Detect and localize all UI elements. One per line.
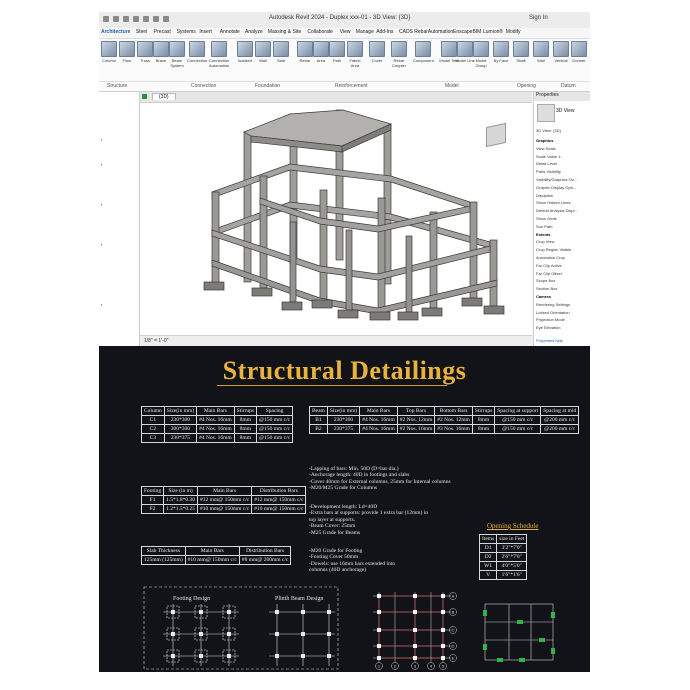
slab-table: [141, 546, 291, 565]
table-row: [142, 425, 293, 434]
table-header-cell: Bottom Bars: [435, 407, 473, 416]
table-header-cell: Distribution Bars: [252, 487, 306, 496]
table-header-cell: Main Bars: [360, 407, 398, 416]
property-row[interactable]: Show Grids: [536, 216, 557, 221]
property-category[interactable]: Graphics: [536, 138, 554, 143]
ribbon-group-label: Model: [445, 83, 459, 89]
property-row[interactable]: Annotation Crop: [536, 255, 565, 260]
redo-icon[interactable]: [143, 16, 149, 22]
ribbon-group-bar: [99, 81, 590, 91]
table-header-cell: Main Bars: [185, 547, 239, 556]
tool-label: Floor: [122, 58, 132, 63]
sheet-title: Structural Detailings: [222, 356, 467, 385]
ribbon-tool-button[interactable]: [235, 41, 255, 63]
notes-beams: [309, 504, 428, 536]
note-line: -M25 Grade for Beams: [309, 529, 361, 536]
tool-label: By Face: [493, 58, 509, 63]
ribbon-tab[interactable]: Modify: [505, 29, 521, 35]
table-cell: #4 Nos. 16mm: [360, 425, 398, 434]
browser-node[interactable]: ▪: [101, 202, 103, 207]
property-row[interactable]: View Scale: [536, 145, 556, 151]
table-header-cell: Stirrups: [472, 407, 494, 416]
ribbon-tool-button[interactable]: [367, 41, 387, 63]
property-row[interactable]: Far Clip Offset: [536, 270, 562, 276]
table-row: [480, 571, 527, 580]
ribbon-tab[interactable]: Systems: [176, 29, 196, 35]
table-cell: #2 Nos. 16mm: [397, 425, 435, 434]
grid-number-label: 3: [413, 663, 417, 669]
tool-icon: [513, 41, 529, 57]
table-cell: #3 Nos. 16mm: [435, 425, 473, 434]
table-cell: #8 mm@ 200mm c/c: [239, 556, 290, 565]
save-icon[interactable]: [123, 16, 129, 22]
grid-letter-label: E: [451, 655, 455, 661]
ribbon-tool-button[interactable]: [99, 41, 119, 63]
property-row[interactable]: Default Analysis Displ...: [536, 208, 578, 214]
title-underline: [217, 385, 447, 386]
table-cell: 3'2"*7'0": [497, 544, 527, 553]
table-header-cell: Stirrups: [234, 407, 256, 416]
note-line: -Dowels: use 16mm bars extended into: [309, 560, 395, 567]
ribbon-tool-button[interactable]: [295, 41, 315, 63]
table-cell: 125mm (125mm): [142, 556, 186, 565]
ribbon-tab[interactable]: Annotate: [219, 29, 240, 35]
ribbon-tab[interactable]: View: [339, 29, 351, 35]
table-cell: 230*300: [164, 416, 196, 425]
tool-label: Truss: [140, 58, 150, 63]
tool-icon: [153, 41, 169, 57]
table-row: [310, 416, 579, 425]
ribbon-tab[interactable]: EnscapeBIM: [453, 29, 482, 35]
revit-window: [99, 12, 590, 346]
grid-letter-label: B: [451, 609, 455, 615]
table-cell: #4 Nos. 16mm: [360, 416, 398, 425]
browser-node[interactable]: ▪: [101, 162, 103, 167]
table-cell: #2 Nos. 12mm: [435, 416, 473, 425]
tool-icon: [137, 41, 153, 57]
ribbon-tool-button[interactable]: [135, 41, 155, 63]
ribbon-tool-button[interactable]: [209, 41, 229, 68]
property-row[interactable]: Far Clip Active: [536, 262, 562, 268]
property-row[interactable]: Section Box: [536, 286, 558, 292]
tool-label: Beam System: [170, 58, 184, 68]
table-header-cell: Distribution Bars: [239, 547, 290, 556]
ribbon-group-label: Opening: [517, 83, 536, 89]
3d-view-type-icon: [537, 104, 555, 122]
table-cell: W1: [480, 562, 497, 571]
tool-icon: [415, 41, 431, 57]
table-cell: 230*300: [327, 416, 359, 425]
property-category[interactable]: Extents: [536, 231, 551, 237]
table-cell: 1.5*1.8*0.30: [164, 496, 198, 505]
table-row: [142, 434, 293, 443]
table-cell: @200 mm c/c: [541, 425, 579, 434]
property-row[interactable]: Crop Region Visible: [536, 247, 572, 253]
title-bar: [99, 12, 590, 29]
tool-icon: [457, 41, 473, 57]
ribbon-tab[interactable]: Steel: [135, 29, 148, 35]
ribbon-tab[interactable]: Insert: [199, 29, 212, 35]
table-cell: C1: [142, 416, 165, 425]
table-cell: 8mm: [234, 434, 256, 443]
table-cell: @150 mm c/c: [257, 416, 293, 425]
ribbon-tool-button[interactable]: [551, 41, 571, 63]
ribbon-tool-button[interactable]: [413, 41, 433, 63]
table-cell: 8mm: [234, 416, 256, 425]
table-row: [142, 505, 306, 514]
tool-icon: [211, 41, 227, 57]
structural-frame-model: [140, 102, 532, 334]
home-icon[interactable]: [103, 16, 109, 22]
plinth-beam-label: Plinth Beam Design: [275, 596, 324, 602]
tool-icon: [101, 41, 117, 57]
table-header-cell: Size (in m): [164, 487, 198, 496]
tool-label: Connection Automation: [209, 58, 230, 68]
ribbon-group-label: Connection: [191, 83, 217, 89]
grid-letter-label: C: [451, 627, 455, 633]
table-header-cell: size in Feet: [497, 535, 527, 544]
table-header-cell: Main Bars: [198, 487, 252, 496]
table-header-cell: Column: [142, 407, 165, 416]
tool-label: Dormer: [572, 58, 586, 63]
table-cell: D2: [480, 553, 497, 562]
tool-icon: [119, 41, 135, 57]
note-line: -Anchorage length: 40D in footings and slabs: [309, 472, 410, 479]
tool-icon: [493, 41, 509, 57]
ribbon-tab[interactable]: Add-Ins: [376, 29, 394, 35]
undo-icon[interactable]: [133, 16, 139, 22]
property-row[interactable]: Show Hidden Lines: [536, 200, 571, 206]
table-row: [480, 562, 527, 571]
table-cell: #4 Nos. 16mm: [197, 425, 235, 434]
sign-in-link[interactable]: Sign In: [529, 15, 548, 21]
tool-icon: [329, 41, 345, 57]
note-line: -Lapping of bars: Min. 50D (D=bar dia.): [309, 466, 399, 472]
tool-label: Area: [316, 58, 326, 63]
ribbon-tool-button[interactable]: [531, 41, 551, 63]
table-cell: 8mm: [472, 425, 494, 434]
property-row[interactable]: Visibility/Graphics Ov...: [536, 177, 577, 182]
framing-grid-drawing: [369, 586, 459, 670]
table-row: [480, 553, 527, 562]
ribbon-tool-button[interactable]: [187, 41, 207, 63]
table-cell: D1: [480, 544, 497, 553]
table-header-cell: Spacing at support: [495, 407, 541, 416]
grid-letter-label: A: [451, 593, 455, 599]
ribbon-tab[interactable]: Architecture: [101, 29, 131, 35]
grid-number-label: 1: [377, 663, 381, 669]
table-cell: #10 mm@ 150mm c/c: [252, 505, 306, 514]
tool-icon: [441, 41, 457, 57]
note-line: -Beam Cover: 25mm: [309, 523, 356, 530]
tool-label: Wall: [537, 58, 545, 63]
property-row[interactable]: Rendering Settings: [536, 301, 571, 307]
browser-node[interactable]: ▪: [101, 242, 103, 247]
ribbon-tab[interactable]: Lumion®: [483, 29, 504, 35]
cad-sheet: [99, 346, 590, 672]
property-row[interactable]: Detail Level: [536, 161, 557, 167]
3d-viewport[interactable]: [140, 92, 532, 346]
table-header-cell: Spacing: [257, 407, 293, 416]
grid-number-label: 5: [441, 663, 445, 669]
table-header-cell: Top Bars: [397, 407, 435, 416]
opening-schedule-table: [479, 534, 527, 580]
property-row[interactable]: Crop View: [536, 239, 555, 245]
opening-plan-drawing: [481, 600, 557, 664]
notes-footing: [309, 548, 395, 574]
tool-label: Connection: [187, 58, 208, 63]
ribbon-group-label: Reinforcement: [335, 83, 368, 89]
tool-label: Column: [102, 58, 116, 63]
table-cell: 1.2*1.5*0.25: [164, 505, 198, 514]
tool-label: Model Line: [455, 58, 475, 63]
tool-label: Fabric Area: [349, 58, 361, 68]
ribbon-tab[interactable]: Precast: [153, 29, 171, 35]
opening-schedule-title: Opening Schedule: [487, 522, 539, 530]
table-cell: @200 mm c/c: [541, 416, 579, 425]
table-row: [480, 544, 527, 553]
table-header-cell: Size(in mm): [327, 407, 359, 416]
ribbon-tab[interactable]: Massing & Site: [267, 29, 302, 35]
property-row[interactable]: Scope Box: [536, 278, 556, 284]
table-cell: F2: [142, 505, 164, 514]
table-cell: #10 mm@ 150mm c/c: [185, 556, 239, 565]
ribbon-group-label: Foundation: [255, 83, 281, 89]
table-cell: 4'0"*5'0": [497, 562, 527, 571]
tool-label: Model Text: [439, 58, 459, 63]
tool-label: Brace: [155, 58, 167, 63]
table-header-row: [142, 407, 293, 416]
ribbon-tool-button[interactable]: [491, 41, 511, 63]
tool-icon: [273, 41, 289, 57]
table-row: [142, 496, 306, 505]
view-icon: [142, 94, 147, 99]
table-cell: #12 mm@ 150mm c/c: [198, 496, 252, 505]
table-cell: 230*375: [327, 425, 359, 434]
beams-table: [309, 406, 579, 434]
ribbon-panel: [99, 39, 590, 92]
table-cell: #10 mm@ 150mm c/c: [198, 505, 252, 514]
note-line: -Development length: Ld=40D: [309, 504, 378, 510]
tool-label: Rebar Coupler: [391, 58, 406, 68]
table-cell: 8mm: [234, 425, 256, 434]
table-cell: @150 mm c/c: [495, 416, 541, 425]
table-header-cell: Slab Thickness: [142, 547, 186, 556]
tool-icon: [369, 41, 385, 57]
tool-label: Path: [332, 58, 342, 63]
table-header-cell: Footing: [142, 487, 164, 496]
columns-table: [141, 406, 293, 443]
tool-icon: [237, 41, 253, 57]
ribbon-tool-button[interactable]: [569, 41, 589, 63]
property-row[interactable]: Graphic Display Opti...: [536, 184, 577, 190]
ribbon-tab[interactable]: Collaborate: [307, 29, 333, 35]
ribbon-tab[interactable]: CADS RebarAutomation: [399, 29, 454, 35]
tool-icon: [571, 41, 587, 57]
table-cell: C3: [142, 434, 165, 443]
table-cell: V: [480, 571, 497, 580]
table-header-cell: Spacing at mid: [541, 407, 579, 416]
table-cell: #4 Nos. 16mm: [197, 416, 235, 425]
note-line: -M20/M25 Grade for Columns: [309, 485, 377, 492]
table-cell: 2'6"*7'0": [497, 553, 527, 562]
table-cell: 8mm: [472, 416, 494, 425]
properties-help-link[interactable]: Properties help: [536, 338, 563, 343]
property-row[interactable]: Projection Mode: [536, 317, 565, 323]
table-cell: 300*300: [164, 425, 196, 434]
tool-label: Slab: [276, 58, 285, 63]
tool-icon: [473, 41, 489, 57]
tool-icon: [553, 41, 569, 57]
tool-label: Vertical: [554, 58, 568, 63]
tool-icon: [391, 41, 407, 57]
footing-table: [141, 486, 306, 514]
tool-icon: [533, 41, 549, 57]
table-cell: 1'6"*1'6": [497, 571, 527, 580]
note-line: columns (40D anchorage): [309, 567, 367, 574]
ribbon-tool-button[interactable]: [389, 41, 409, 68]
project-browser-panel: [99, 92, 140, 346]
browser-node[interactable]: ▪: [101, 137, 103, 142]
tool-label: Isolated: [237, 58, 252, 63]
table-header-cell: Main Bars: [197, 407, 235, 416]
table-cell: #12 mm@ 150mm c/c: [252, 496, 306, 505]
note-line: top layer at supports.: [309, 516, 356, 523]
tool-icon: [347, 41, 363, 57]
note-line: -Cover 40mm for External columns, 25mm for Internal columns: [309, 478, 451, 485]
ribbon-group-label: Structure: [107, 83, 128, 89]
properties-header: Properties: [534, 92, 590, 101]
table-row: [142, 416, 293, 425]
table-cell: #4 Nos. 16mm: [197, 434, 235, 443]
tool-icon: [255, 41, 271, 57]
property-category[interactable]: Camera: [536, 294, 551, 299]
table-cell: B1: [310, 416, 328, 425]
print-icon[interactable]: [153, 16, 159, 22]
tool-icon: [297, 41, 313, 57]
property-row[interactable]: Discipline: [536, 192, 554, 198]
footing-design-label: Footing Design: [173, 596, 211, 602]
property-row[interactable]: Scale Value 1:: [536, 153, 562, 159]
window-title: Autodesk Revit 2024 - Duplex xxx-01 - 3D View: {3D}: [269, 15, 411, 21]
table-header-cell: Beam: [310, 407, 328, 416]
ribbon-tab[interactable]: Analyze: [245, 29, 263, 35]
view-tab-3d[interactable]: {3D}: [152, 93, 176, 100]
ribbon-tool-button[interactable]: [511, 41, 531, 63]
property-row[interactable]: Sun Path: [536, 223, 553, 229]
ribbon-tool-button[interactable]: [253, 41, 273, 63]
note-line: -Extra bars at supports: provide 1 extra bar (12mm) in: [309, 510, 428, 517]
browser-node[interactable]: ▪: [101, 302, 103, 307]
table-cell: B2: [310, 425, 328, 434]
view-scale-label[interactable]: 1/8" = 1'-0": [144, 338, 169, 344]
table-cell: F1: [142, 496, 164, 505]
table-header-cell: Items: [480, 535, 497, 544]
table-cell: #2 Nos. 12mm: [397, 416, 435, 425]
grid-letter-label: D: [451, 643, 455, 649]
screenshot-collage: [99, 12, 590, 672]
tool-icon: [313, 41, 329, 57]
view-type-label: 3D View: [556, 108, 575, 114]
table-header-row: [142, 487, 306, 496]
table-cell: C2: [142, 425, 165, 434]
table-header-row: [142, 547, 291, 556]
tool-icon: [169, 41, 185, 57]
property-row[interactable]: Locked Orientation: [536, 309, 570, 315]
table-header-cell: Size(in mm): [164, 407, 196, 416]
property-row[interactable]: Eye Elevation: [536, 325, 561, 331]
ribbon-tool-button[interactable]: [345, 41, 365, 68]
tool-label: Model Group: [475, 58, 487, 68]
table-header-row: [480, 535, 527, 544]
view-selector[interactable]: 3D View: {3D}: [536, 128, 561, 133]
ribbon-tabs: [99, 28, 590, 39]
ribbon-group-label: Datum: [561, 83, 576, 89]
tool-label: Wall: [259, 58, 267, 63]
table-row: [142, 556, 291, 565]
open-icon[interactable]: [113, 16, 119, 22]
table-row: [310, 425, 579, 434]
ribbon-tab[interactable]: Manage: [355, 29, 374, 35]
note-line: -M20 Grade for Footing: [309, 548, 363, 554]
table-cell: @150 mm c/c: [257, 425, 293, 434]
ribbon-tool-button[interactable]: [271, 41, 291, 63]
properties-panel: [533, 92, 590, 346]
table-cell: 230*375: [164, 434, 196, 443]
table-header-row: [310, 407, 579, 416]
tool-label: Cover: [371, 58, 383, 63]
tool-icon: [189, 41, 205, 57]
measure-icon[interactable]: [163, 16, 169, 22]
ribbon-tool-button[interactable]: [117, 41, 137, 63]
note-line: -Footing Cover 50mm: [309, 554, 359, 561]
table-cell: @150 mm c/c: [257, 434, 293, 443]
tool-label: Shaft: [516, 58, 526, 63]
tool-label: Rebar: [299, 58, 311, 63]
table-cell: @150 mm c/c: [495, 425, 541, 434]
ribbon-tool-button[interactable]: [439, 41, 459, 63]
grid-number-label: 2: [393, 663, 397, 669]
property-row[interactable]: Parts Visibility: [536, 169, 561, 175]
tool-label: Component: [413, 58, 434, 63]
grid-number-label: 4: [429, 663, 433, 669]
notes-columns: [309, 466, 451, 492]
